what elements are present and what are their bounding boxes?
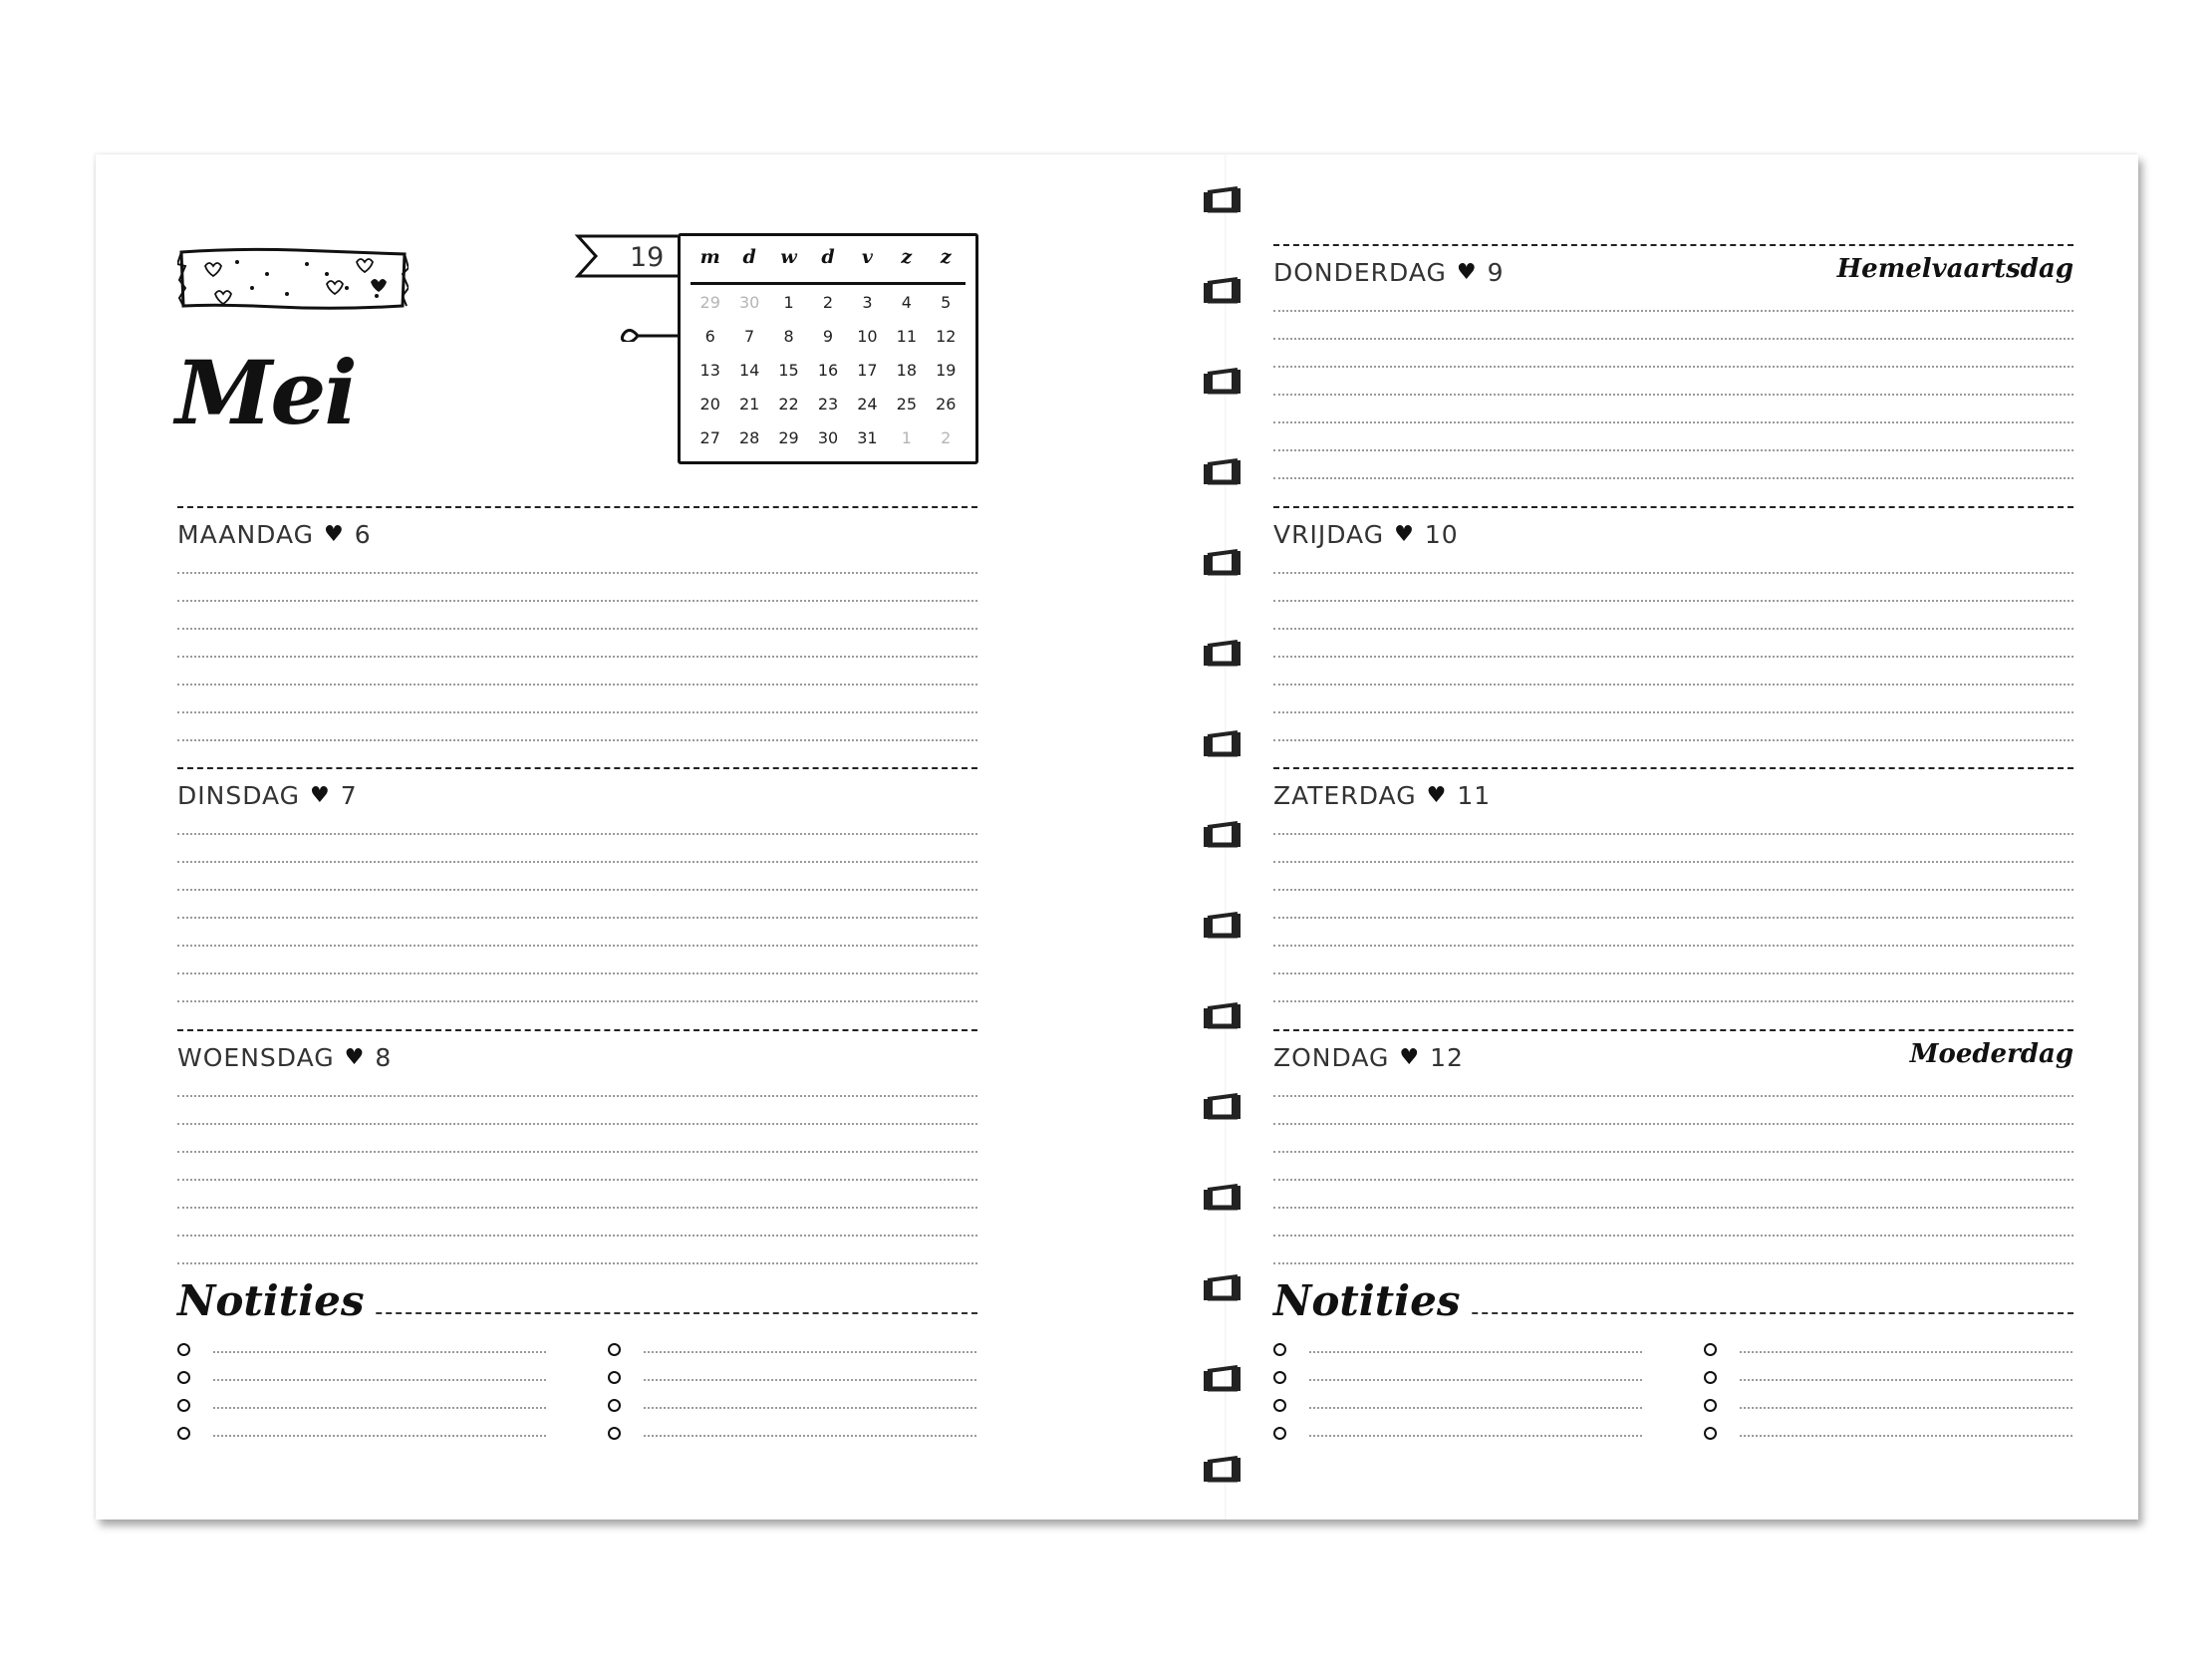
- checkbox-circle-icon[interactable]: [177, 1371, 190, 1384]
- checkbox-circle-icon[interactable]: [1704, 1399, 1717, 1412]
- heart-icon: ♥: [1394, 522, 1415, 547]
- writing-line[interactable]: [1740, 1407, 2073, 1409]
- writing-line[interactable]: [1273, 684, 2074, 686]
- spiral-ring: [1202, 1002, 1245, 1032]
- weekday-header: v: [861, 246, 873, 268]
- spiral-ring: [1202, 277, 1245, 307]
- calendar-day: 5: [941, 293, 952, 312]
- writing-line[interactable]: [177, 917, 977, 919]
- calendar-day: 30: [738, 293, 760, 312]
- spiral-ring: [1202, 640, 1245, 670]
- heart-icon: ♥: [324, 522, 345, 547]
- notes-checklist-item[interactable]: [1704, 1397, 2073, 1417]
- writing-line[interactable]: [1309, 1351, 1642, 1353]
- spiral-ring: [1202, 186, 1245, 216]
- writing-line[interactable]: [1273, 833, 2074, 835]
- checkbox-circle-icon[interactable]: [608, 1343, 621, 1356]
- writing-line[interactable]: [1309, 1407, 1642, 1409]
- washi-tape-decoration: [177, 244, 409, 314]
- writing-line[interactable]: [644, 1351, 976, 1353]
- weekday-header: z: [901, 246, 913, 268]
- day-divider: [1273, 1029, 2074, 1031]
- notes-checklist-item[interactable]: [177, 1369, 546, 1389]
- notes-checklist-item[interactable]: [608, 1397, 976, 1417]
- heart-icon: ♥: [1426, 783, 1448, 808]
- writing-line[interactable]: [213, 1351, 546, 1353]
- writing-line[interactable]: [177, 861, 977, 863]
- calendar-day: 22: [778, 395, 799, 414]
- writing-line[interactable]: [213, 1379, 546, 1381]
- day-divider: [177, 1029, 977, 1031]
- right-page: [1192, 154, 2198, 1520]
- calendar-day: 23: [817, 395, 839, 414]
- day-section-maandag: [177, 506, 977, 760]
- spiral-ring: [1202, 1365, 1245, 1395]
- heart-icon: ♥: [344, 1045, 366, 1070]
- writing-line[interactable]: [644, 1435, 976, 1437]
- calendar-day: 29: [699, 293, 720, 312]
- calendar-day: 30: [817, 428, 839, 447]
- spiral-ring: [1202, 368, 1245, 398]
- spiral-ring: [1202, 549, 1245, 579]
- checkbox-circle-icon[interactable]: [1273, 1427, 1286, 1440]
- calendar-day: 26: [936, 395, 957, 414]
- day-divider: [177, 506, 977, 508]
- writing-line[interactable]: [177, 1262, 977, 1264]
- writing-line[interactable]: [1740, 1379, 2073, 1381]
- calendar-day: 16: [817, 361, 839, 380]
- writing-line[interactable]: [1273, 572, 2074, 574]
- writing-line[interactable]: [1273, 628, 2074, 630]
- heart-icon: ♥: [310, 783, 331, 808]
- writing-line[interactable]: [1273, 1123, 2074, 1125]
- writing-line[interactable]: [177, 572, 977, 574]
- calendar-day: 2: [822, 293, 834, 312]
- left-page: [96, 154, 1102, 1520]
- notes-checklist-item[interactable]: [608, 1369, 976, 1389]
- calendar-day: 3: [862, 293, 873, 312]
- writing-line[interactable]: [1273, 1207, 2074, 1209]
- day-label: [177, 520, 372, 549]
- calendar-day: 27: [699, 428, 720, 447]
- checkbox-circle-icon[interactable]: [1273, 1399, 1286, 1412]
- checkbox-circle-icon[interactable]: [1704, 1427, 1717, 1440]
- checkbox-circle-icon[interactable]: [177, 1343, 190, 1356]
- writing-line[interactable]: [177, 1207, 977, 1209]
- notes-title: Notities: [177, 1280, 374, 1322]
- checkbox-circle-icon[interactable]: [177, 1427, 190, 1440]
- writing-line[interactable]: [1273, 972, 2074, 974]
- calendar-day: 29: [778, 428, 799, 447]
- month-title: Mei: [175, 341, 356, 444]
- writing-line[interactable]: [177, 833, 977, 835]
- calendar-grid: [691, 292, 966, 449]
- day-date: 11: [1457, 781, 1492, 810]
- day-label: [177, 1043, 392, 1072]
- writing-line[interactable]: [644, 1379, 976, 1381]
- writing-line[interactable]: [1273, 1000, 2074, 1002]
- day-name: MAANDAG: [177, 520, 315, 549]
- day-name: WOENSDAG: [177, 1043, 335, 1072]
- day-section-donderdag: [1273, 244, 2074, 498]
- heart-icon: ♥: [1456, 260, 1478, 285]
- holiday-label: Hemelvaartsdag: [1836, 254, 2074, 284]
- notes-checklist-item[interactable]: [177, 1397, 546, 1417]
- day-label: [1273, 1043, 1464, 1072]
- day-divider: [1273, 506, 2074, 508]
- notes-checklist-item[interactable]: [1704, 1341, 2073, 1361]
- calendar-day: 21: [738, 395, 760, 414]
- writing-line[interactable]: [1309, 1435, 1642, 1437]
- notes-title: Notities: [1273, 1280, 1470, 1322]
- day-divider: [1273, 244, 2074, 246]
- spiral-ring: [1202, 821, 1245, 851]
- day-name: ZATERDAG: [1273, 781, 1417, 810]
- writing-line[interactable]: [1273, 861, 2074, 863]
- spiral-ring: [1202, 458, 1245, 488]
- spiral-ring: [1202, 730, 1245, 760]
- writing-line[interactable]: [177, 1235, 977, 1237]
- weekday-header: w: [780, 246, 797, 268]
- writing-line[interactable]: [177, 1000, 977, 1002]
- writing-line[interactable]: [1273, 477, 2074, 479]
- spiral-ring: [1202, 1274, 1245, 1304]
- mini-calendar: [678, 233, 978, 464]
- writing-line[interactable]: [177, 628, 977, 630]
- writing-line[interactable]: [1273, 1151, 2074, 1153]
- weekday-header: m: [699, 246, 720, 268]
- writing-line[interactable]: [644, 1407, 976, 1409]
- calendar-day: 9: [822, 327, 834, 346]
- writing-line[interactable]: [177, 739, 977, 741]
- writing-line[interactable]: [177, 656, 977, 658]
- day-label: [1273, 258, 1505, 287]
- notes-checklist-item[interactable]: [1273, 1369, 1642, 1389]
- day-name: VRIJDAG: [1273, 520, 1385, 549]
- checkbox-circle-icon[interactable]: [1704, 1371, 1717, 1384]
- notes-checklist-item[interactable]: [177, 1425, 546, 1445]
- notes-checklist-item[interactable]: [608, 1341, 976, 1361]
- calendar-day: 15: [778, 361, 799, 380]
- writing-line[interactable]: [1740, 1435, 2073, 1437]
- calendar-day: 20: [699, 395, 720, 414]
- writing-line[interactable]: [1273, 1179, 2074, 1181]
- writing-line[interactable]: [213, 1407, 546, 1409]
- writing-line[interactable]: [1273, 366, 2074, 368]
- writing-line[interactable]: [1273, 1235, 2074, 1237]
- writing-line[interactable]: [1273, 394, 2074, 396]
- day-label: [1273, 520, 1459, 549]
- calendar-day: 14: [738, 361, 760, 380]
- writing-line[interactable]: [1273, 739, 2074, 741]
- calendar-day: 28: [738, 428, 760, 447]
- writing-line[interactable]: [177, 945, 977, 947]
- calendar-day: 24: [857, 395, 878, 414]
- heart-icon: ♥: [1399, 1045, 1421, 1070]
- checkbox-circle-icon[interactable]: [608, 1427, 621, 1440]
- calendar-day: 17: [857, 361, 878, 380]
- writing-line[interactable]: [1273, 600, 2074, 602]
- day-date: 10: [1424, 520, 1459, 549]
- week-number: 19: [630, 242, 665, 273]
- day-section-zaterdag: [1273, 767, 2074, 1021]
- day-name: DINSDAG: [177, 781, 301, 810]
- writing-line[interactable]: [1273, 421, 2074, 423]
- spiral-ring: [1202, 1456, 1245, 1486]
- checkbox-circle-icon[interactable]: [177, 1399, 190, 1412]
- writing-line[interactable]: [1273, 310, 2074, 312]
- calendar-day: 19: [936, 361, 957, 380]
- calendar-day: 4: [901, 293, 912, 312]
- planner-spread: [96, 154, 2138, 1520]
- writing-line[interactable]: [177, 889, 977, 891]
- writing-line[interactable]: [1273, 1262, 2074, 1264]
- writing-line[interactable]: [177, 711, 977, 713]
- writing-line[interactable]: [177, 1179, 977, 1181]
- day-section-dinsdag: [177, 767, 977, 1021]
- notes-checklist-item[interactable]: [1273, 1425, 1642, 1445]
- day-section-zondag: [1273, 1029, 2074, 1283]
- writing-line[interactable]: [213, 1435, 546, 1437]
- day-date: 7: [340, 781, 358, 810]
- writing-line[interactable]: [1740, 1351, 2073, 1353]
- day-name: ZONDAG: [1273, 1043, 1390, 1072]
- checkbox-circle-icon[interactable]: [608, 1399, 621, 1412]
- calendar-day: 31: [857, 428, 878, 447]
- day-divider: [177, 767, 977, 769]
- calendar-day: 1: [783, 293, 794, 312]
- writing-line[interactable]: [177, 684, 977, 686]
- writing-line[interactable]: [1273, 449, 2074, 451]
- notes-checklist-item[interactable]: [1273, 1397, 1642, 1417]
- writing-line[interactable]: [177, 600, 977, 602]
- writing-line[interactable]: [1273, 711, 2074, 713]
- calendar-day: 12: [936, 327, 957, 346]
- spiral-ring: [1202, 912, 1245, 942]
- day-date: 6: [354, 520, 372, 549]
- spiral-ring: [1202, 1093, 1245, 1123]
- day-divider: [1273, 767, 2074, 769]
- calendar-day: 6: [704, 327, 715, 346]
- day-section-vrijdag: [1273, 506, 2074, 760]
- day-date: 9: [1487, 258, 1505, 287]
- writing-line[interactable]: [177, 1123, 977, 1125]
- writing-line[interactable]: [1273, 889, 2074, 891]
- writing-line[interactable]: [1273, 945, 2074, 947]
- calendar-day: 2: [941, 428, 952, 447]
- writing-line[interactable]: [1309, 1379, 1642, 1381]
- day-date: 8: [375, 1043, 393, 1072]
- calendar-day: 11: [896, 327, 918, 346]
- notes-checklist-item[interactable]: [1273, 1341, 1642, 1361]
- weekday-header: z: [940, 246, 952, 268]
- weekday-header: d: [821, 246, 835, 268]
- day-date: 12: [1430, 1043, 1464, 1072]
- writing-line[interactable]: [177, 1095, 977, 1097]
- calendar-day: 1: [901, 428, 912, 447]
- weekday-header: d: [742, 246, 756, 268]
- writing-line[interactable]: [1273, 338, 2074, 340]
- calendar-day: 8: [783, 327, 794, 346]
- writing-line[interactable]: [1273, 656, 2074, 658]
- writing-line[interactable]: [1273, 1095, 2074, 1097]
- notes-checklist-item[interactable]: [177, 1341, 546, 1361]
- checkbox-circle-icon[interactable]: [1273, 1343, 1286, 1356]
- writing-line[interactable]: [177, 972, 977, 974]
- notes-checklist-item[interactable]: [608, 1425, 976, 1445]
- calendar-day: 10: [857, 327, 878, 346]
- calendar-day: 13: [699, 361, 720, 380]
- checkbox-circle-icon[interactable]: [1273, 1371, 1286, 1384]
- spiral-ring: [1202, 1184, 1245, 1214]
- calendar-day: 18: [896, 361, 918, 380]
- holiday-label: Moederdag: [1909, 1039, 2074, 1069]
- writing-line[interactable]: [1273, 917, 2074, 919]
- calendar-day: 7: [744, 327, 755, 346]
- writing-line[interactable]: [177, 1151, 977, 1153]
- day-section-woensdag: [177, 1029, 977, 1283]
- day-label: [1273, 781, 1491, 810]
- checkbox-circle-icon[interactable]: [608, 1371, 621, 1384]
- notes-checklist-item[interactable]: [1704, 1369, 2073, 1389]
- day-label: [177, 781, 358, 810]
- day-name: DONDERDAG: [1273, 258, 1447, 287]
- notes-checklist-item[interactable]: [1704, 1425, 2073, 1445]
- calendar-day: 25: [896, 395, 918, 414]
- checkbox-circle-icon[interactable]: [1704, 1343, 1717, 1356]
- weekday-header-row: [691, 246, 966, 285]
